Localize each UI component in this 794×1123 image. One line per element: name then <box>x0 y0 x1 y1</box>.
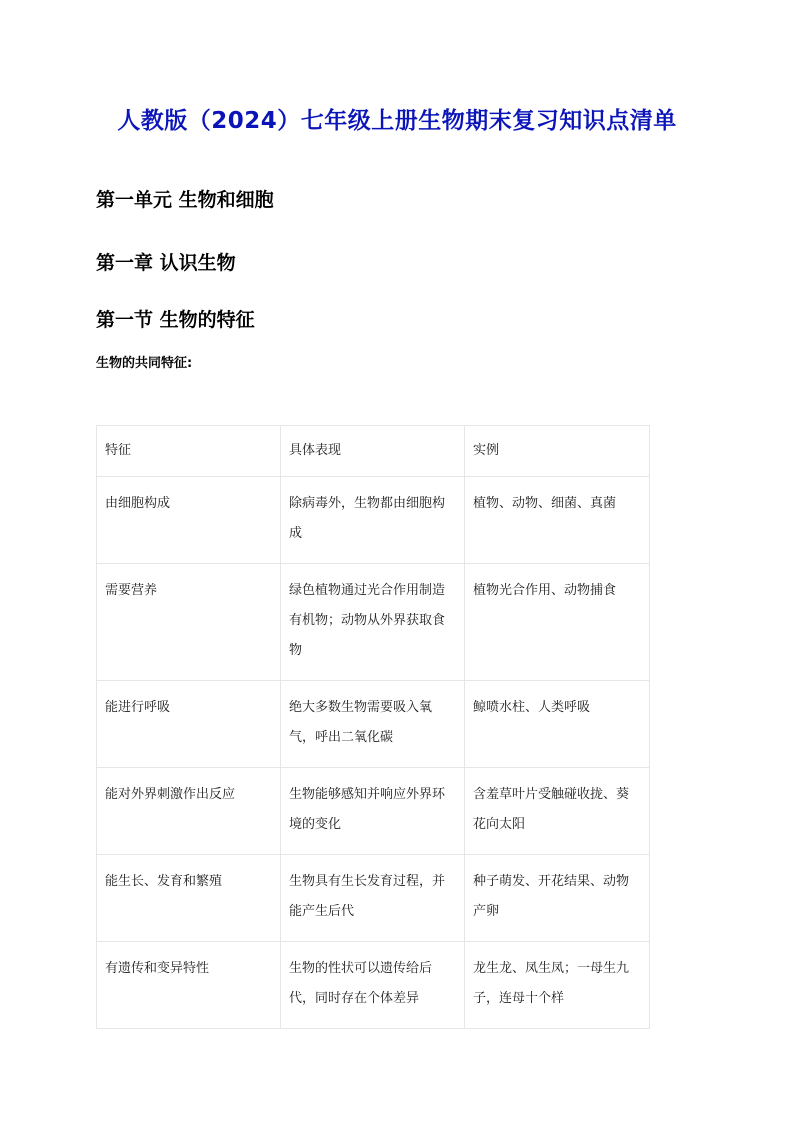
table-row <box>97 942 650 1029</box>
table-row <box>97 564 650 681</box>
intro-text: 生物的共同特征: <box>96 356 193 371</box>
description-cell: 生物具有生长发育过程，并能产生后代 <box>281 855 465 942</box>
document-title: 人教版（2024）七年级上册生物期末复习知识点清单 <box>117 108 677 134</box>
feature-cell: 能生长、发育和繁殖 <box>97 855 281 942</box>
chapter-heading: 第一章 认识生物 <box>96 252 236 274</box>
example-cell: 鲸喷水柱、人类呼吸 <box>465 681 650 768</box>
example-cell: 龙生龙、凤生凤；一母生九子，连母十个样 <box>465 942 650 1029</box>
description-cell: 绿色植物通过光合作用制造有机物；动物从外界获取食物 <box>281 564 465 681</box>
table-header-row <box>97 426 650 477</box>
example-cell: 植物、动物、细菌、真菌 <box>465 477 650 564</box>
table-row <box>97 768 650 855</box>
header-feature: 特征 <box>97 426 281 477</box>
description-cell: 生物的性状可以遗传给后代，同时存在个体差异 <box>281 942 465 1029</box>
description-cell: 生物能够感知并响应外界环境的变化 <box>281 768 465 855</box>
table-row <box>97 855 650 942</box>
feature-cell: 能对外界刺激作出反应 <box>97 768 281 855</box>
example-cell: 植物光合作用、动物捕食 <box>465 564 650 681</box>
table-row <box>97 477 650 564</box>
example-cell: 种子萌发、开花结果、动物产卵 <box>465 855 650 942</box>
feature-cell: 需要营养 <box>97 564 281 681</box>
unit-heading: 第一单元 生物和细胞 <box>96 189 274 211</box>
section-heading: 第一节 生物的特征 <box>96 309 255 331</box>
example-cell: 含羞草叶片受触碰收拢、葵花向太阳 <box>465 768 650 855</box>
description-cell: 绝大多数生物需要吸入氧气，呼出二氧化碳 <box>281 681 465 768</box>
header-description: 具体表现 <box>281 426 465 477</box>
feature-cell: 由细胞构成 <box>97 477 281 564</box>
features-table <box>96 425 650 1029</box>
feature-cell: 能进行呼吸 <box>97 681 281 768</box>
description-cell: 除病毒外，生物都由细胞构成 <box>281 477 465 564</box>
header-example: 实例 <box>465 426 650 477</box>
feature-cell: 有遗传和变异特性 <box>97 942 281 1029</box>
table-row <box>97 681 650 768</box>
